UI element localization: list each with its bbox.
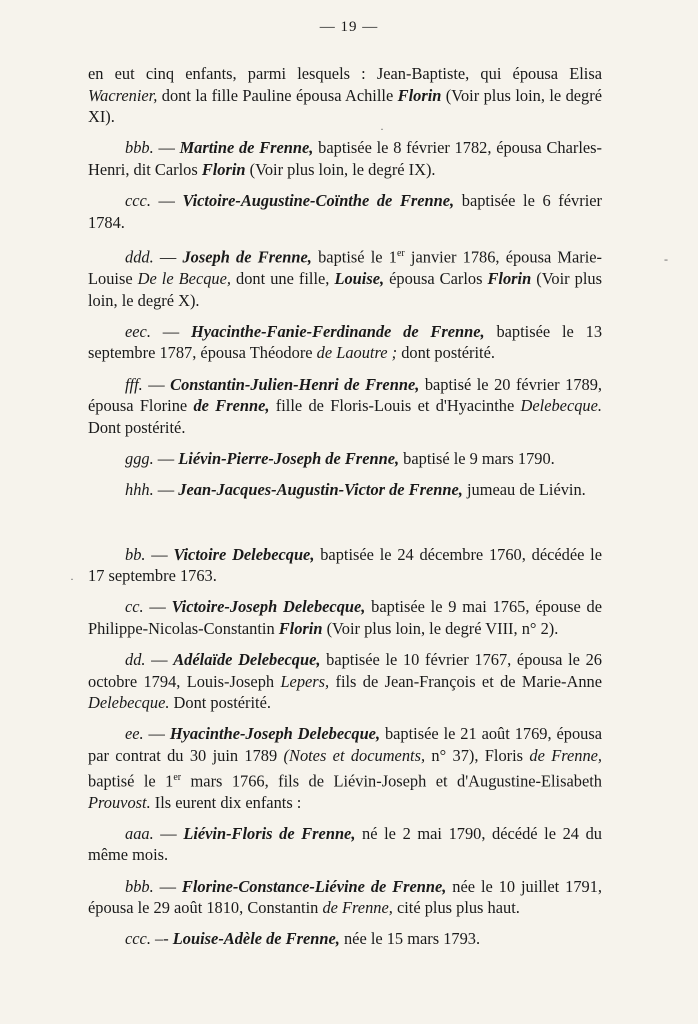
paragraph: [88, 928, 602, 950]
text-run: jumeau de Liévin.: [462, 480, 586, 500]
text-run: née le 10 juillet 1791, épousa le 29 août 1810, Constantin: [88, 876, 602, 918]
text-run: —: [143, 597, 172, 617]
text-run: baptisée le 6 février 1784.: [88, 191, 602, 232]
emphasis-name: Florin: [397, 85, 442, 105]
text-run: fille de Floris-Louis et d'Hyacinthe: [269, 396, 521, 416]
italic-run: de Frenne,: [529, 746, 603, 766]
italic-run: Delebecque.: [520, 396, 602, 416]
text-run: —: [153, 448, 179, 468]
text-run: —: [150, 321, 191, 341]
paragraph: [88, 374, 602, 439]
text-run: —: [150, 191, 183, 211]
emphasis-name: de Frenne,: [193, 396, 270, 416]
italic-run: De le Becque,: [137, 269, 231, 288]
italic-run: ddd.: [125, 247, 154, 267]
text-run: (Voir plus loin, le degré VIII, n° 2).: [322, 618, 559, 638]
text-run: n° 37), Floris: [425, 746, 530, 766]
italic-run: ccc.: [125, 929, 151, 949]
emphasis-name: Adélaïde Delebecque,: [173, 650, 321, 670]
paragraph: [88, 63, 602, 128]
text-run: en eut cinq enfants, parmi lesquels : Jean-Baptiste, qui épousa Elisa: [88, 64, 602, 83]
emphasis-name: Martine de Frenne,: [179, 138, 314, 158]
text-run: —: [153, 876, 182, 896]
emphasis-name: Hyacinthe-Joseph Delebecque,: [169, 724, 381, 744]
paragraph: [88, 723, 602, 813]
italic-run: eec.: [125, 321, 151, 341]
text-run: baptisée le 10 février 1767, épousa le 26 octobre 1794, Louis-Joseph: [88, 650, 602, 691]
text-run: —: [143, 724, 170, 744]
paragraph: [88, 479, 602, 501]
emphasis-name: Victoire-Joseph Delebecque,: [171, 597, 366, 617]
text-run: fils de Jean-François et de Marie-Anne: [329, 671, 602, 691]
italic-run: hhh.: [125, 480, 154, 500]
italic-run: ee.: [125, 724, 144, 744]
text-run: mars 1766, fils de Liévin-Joseph et d'Augustine-Elisabeth: [181, 771, 602, 791]
paragraph: [88, 321, 602, 364]
emphasis-name: Liévin-Pierre-Joseph de Frenne,: [178, 448, 400, 468]
text-run: (Voir plus loin, le degré IX).: [245, 159, 436, 179]
emphasis-name: Florin: [201, 159, 246, 179]
ink-speck: ·: [70, 572, 74, 586]
italic-run: aaa.: [125, 823, 154, 843]
emphasis-name: Florin: [487, 269, 532, 288]
italic-run: de Laoutre ;: [316, 343, 398, 363]
italic-run: Lepers,: [280, 671, 330, 691]
ink-speck: ·: [380, 122, 384, 136]
italic-run: ggg.: [125, 448, 154, 468]
emphasis-name: Liévin-Floris de Frenne,: [183, 823, 356, 843]
text-run: janvier 1786, épousa Marie-Louise: [88, 247, 603, 288]
text-run: baptisé le 1: [88, 771, 174, 791]
text-run: née le 15 mars 1793.: [339, 929, 481, 949]
italic-run: cc.: [125, 597, 144, 617]
text-run: —: [153, 480, 179, 500]
italic-run: bbb.: [125, 876, 154, 896]
text-run: épousa Carlos: [384, 269, 488, 288]
text-run: baptisé le 20 février 1789, épousa Florine: [88, 374, 603, 416]
text-run: —: [142, 374, 171, 394]
text-run: —: [153, 823, 184, 843]
text-run: Ils eurent dix enfants :: [150, 792, 302, 812]
paragraph: [88, 876, 602, 919]
italic-run: bb.: [125, 544, 146, 564]
paragraph: [88, 243, 602, 311]
text-run: né le 2 mai 1790, décédé le 24 du même mois.: [88, 823, 602, 865]
italic-run: bbb.: [125, 138, 154, 158]
text-run: baptisée le 21 août 1769, épousa par contrat du 30 juin 1789: [88, 724, 603, 766]
italic-run: fff.: [125, 374, 143, 394]
emphasis-name: Florin: [278, 618, 323, 638]
paragraph: [88, 190, 602, 233]
text-run: Dont postérité.: [169, 693, 271, 713]
italic-run: Prouvost.: [88, 792, 151, 812]
emphasis-name: Florine-Constance-Liévine de Frenne,: [181, 876, 447, 896]
text-run: baptisée le 13 septembre 1787, épousa Théodore: [88, 321, 603, 363]
text-run: Dont postérité.: [88, 417, 186, 437]
superscript: er: [396, 247, 405, 259]
italic-run: ccc.: [125, 191, 151, 211]
paragraph: [88, 137, 602, 180]
text-run: —: [153, 247, 183, 267]
text-run: baptisé le 1: [311, 247, 397, 267]
section-gap: [88, 517, 602, 527]
emphasis-name: Victoire Delebecque,: [173, 544, 315, 564]
italic-run: de Frenne,: [322, 898, 393, 918]
text-run: —: [153, 138, 180, 158]
italic-run: dd.: [125, 650, 146, 670]
text-run: —: [145, 650, 174, 670]
paragraph: [88, 823, 602, 866]
text-run: baptisée le 24 décembre 1760, décédée le 17 septembre 1763.: [88, 544, 603, 586]
text-run: dont postérité.: [397, 343, 495, 363]
paragraph: [88, 649, 602, 714]
text-run: dont une fille,: [231, 269, 335, 288]
text-run: baptisée le 8 février 1782, épousa Charles-Henri, dit Carlos: [88, 138, 602, 179]
text-run: baptisée le 9 mai 1765, épouse de Philippe-Nicolas-Constantin: [88, 597, 602, 638]
emphasis-name: Joseph de Frenne,: [182, 247, 312, 267]
superscript: er: [173, 771, 182, 783]
page-number: — 19 —: [319, 19, 379, 35]
paragraph: [88, 544, 602, 587]
text-run: (Voir plus loin, le degré XI).: [88, 85, 602, 127]
emphasis-name: Louise,: [334, 269, 385, 288]
text-run: cité plus plus haut.: [392, 898, 520, 918]
italic-run: Wacrenier,: [88, 85, 158, 105]
emphasis-name: Louise-Adèle de Frenne,: [172, 929, 340, 949]
emphasis-name: Jean-Jacques-Augustin-Victor de Frenne,: [178, 480, 463, 500]
italic-run: Delebecque.: [88, 693, 170, 713]
text-run: —: [145, 544, 174, 564]
text-run: (Voir plus loin, le degré X).: [88, 269, 602, 310]
ink-speck: -: [664, 252, 668, 266]
body-text: [88, 63, 602, 960]
paragraph: [88, 596, 602, 639]
paragraph: [88, 448, 602, 470]
emphasis-name: Victoire-Augustine-Coïnthe de Frenne,: [182, 191, 455, 211]
emphasis-name: Hyacinthe-Fanie-Ferdinande de Frenne,: [190, 321, 485, 341]
text-run: dont la fille Pauline épousa Achille: [157, 85, 398, 105]
emphasis-name: Constantin-Julien-Henri de Frenne,: [170, 374, 420, 394]
italic-run: (Notes et documents,: [283, 746, 426, 766]
text-run: baptisé le 9 mars 1790.: [399, 448, 555, 468]
text-run: –-: [150, 929, 173, 949]
